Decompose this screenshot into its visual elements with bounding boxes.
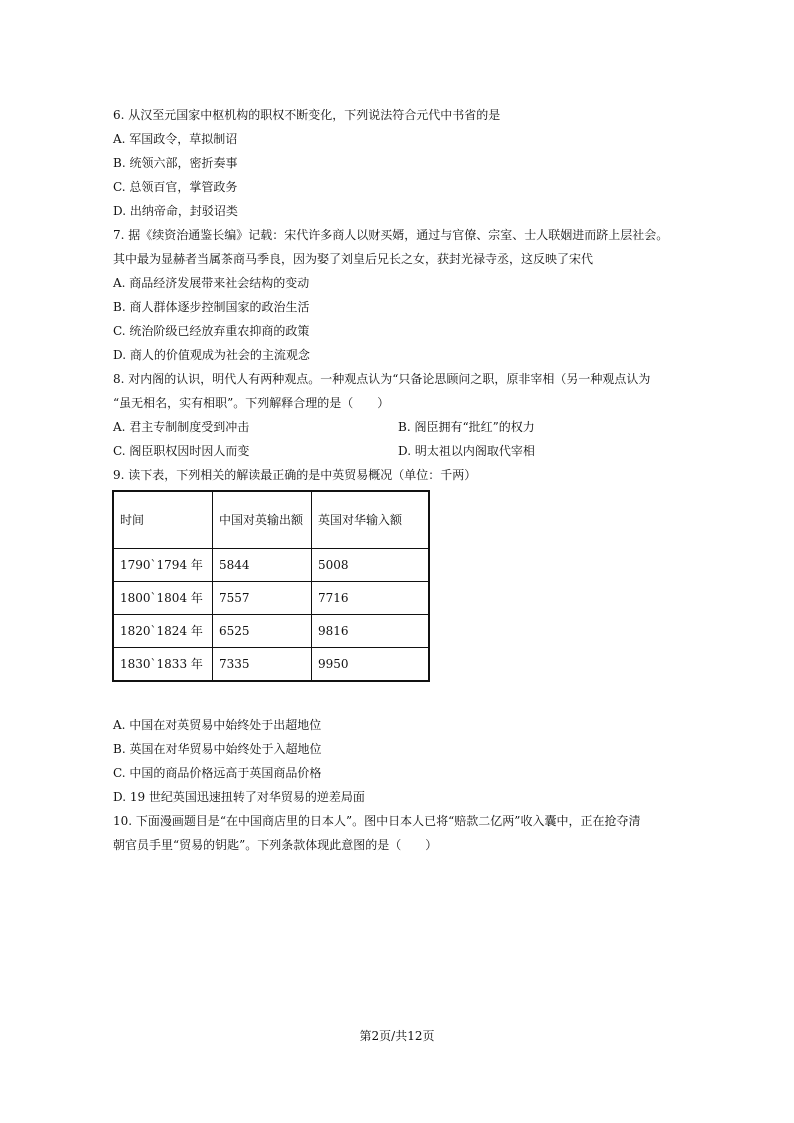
q7-stem-line2: 其中最为显赫者当属茶商马季良，因为娶了刘皇后兄长之女，获封光禄寺丞，这反映了宋代	[113, 252, 594, 266]
table-cell: 5844	[213, 549, 312, 582]
q9-option-a: A. 中国在对英贸易中始终处于出超地位	[113, 718, 322, 732]
table-cell: 7716	[312, 582, 430, 615]
table-header-cell: 时间	[113, 491, 213, 549]
q7-stem-line1: 7. 据《续资治通鉴长编》记载：宋代许多商人以财买婿，通过与官僚、宗室、士人联姻进而跻上层社会。	[113, 228, 669, 242]
q9-option-c: C. 中国的商品价格远高于英国商品价格	[113, 766, 322, 780]
table-row	[113, 648, 429, 682]
table-cell: 9950	[312, 648, 430, 682]
q8-stem-line2: “虽无相名，实有相职”。下列解释合理的是（ ）	[113, 396, 390, 410]
q7-option-b: B. 商人群体逐步控制国家的政治生活	[113, 300, 310, 314]
q8-option-d: D. 明太祖以内阁取代宰相	[398, 444, 535, 458]
table-header-row	[113, 491, 429, 549]
table-row	[113, 615, 429, 648]
table-row	[113, 582, 429, 615]
q6-option-c: C. 总领百官，掌管政务	[113, 180, 238, 194]
table-row	[113, 549, 429, 582]
table-cell: 6525	[213, 615, 312, 648]
trade-table	[112, 490, 430, 682]
q8-option-b: B. 阁臣拥有“批红”的权力	[398, 420, 535, 434]
q9-stem: 9. 读下表，下列相关的解读最正确的是中英贸易概况（单位：千两）	[113, 468, 477, 482]
q6-option-b: B. 统领六部，密折奏事	[113, 156, 238, 170]
q10-stem-line2: 朝官员手里“贸易的钥匙”。下列条款体现此意图的是（ ）	[113, 838, 438, 852]
table-cell: 1800`1804 年	[113, 582, 213, 615]
table-cell: 1820`1824 年	[113, 615, 213, 648]
table-cell: 1830`1833 年	[113, 648, 213, 682]
q8-stem-line1: 8. 对内阁的认识，明代人有两种观点。一种观点认为“只备论思顾问之职，原非宰相（另一种观点认为	[113, 372, 651, 386]
q6-option-d: D. 出纳帝命，封驳诏类	[113, 204, 238, 218]
q6-option-a: A. 军国政令，草拟制诏	[113, 132, 238, 146]
table-cell: 1790`1794 年	[113, 549, 213, 582]
q8-option-a: A. 君主专制制度受到冲击	[113, 420, 250, 434]
table-header-cell: 英国对华输入额	[312, 491, 430, 549]
q7-option-a: A. 商品经济发展带来社会结构的变动	[113, 276, 310, 290]
q9-option-d: D. 19 世纪英国迅速扭转了对华贸易的逆差局面	[113, 790, 365, 804]
table-header-cell: 中国对英输出额	[213, 491, 312, 549]
q8-option-c: C. 阁臣职权因时因人而变	[113, 444, 250, 458]
table-cell: 7557	[213, 582, 312, 615]
q9-option-b: B. 英国在对华贸易中始终处于入超地位	[113, 742, 322, 756]
page-number: 第2页/共12页	[359, 1029, 435, 1043]
q6-stem: 6. 从汉至元国家中枢机构的职权不断变化，下列说法符合元代中书省的是	[113, 108, 501, 122]
q10-stem-line1: 10. 下面漫画题目是“在中国商店里的日本人”。图中日本人已将“赔款二亿两”收入囊中，正在抢夺清	[113, 814, 641, 828]
table-cell: 5008	[312, 549, 430, 582]
table-cell: 7335	[213, 648, 312, 682]
table-cell: 9816	[312, 615, 430, 648]
q7-option-d: D. 商人的价值观成为社会的主流观念	[113, 348, 310, 362]
q7-option-c: C. 统治阶级已经放弃重农抑商的政策	[113, 324, 310, 338]
